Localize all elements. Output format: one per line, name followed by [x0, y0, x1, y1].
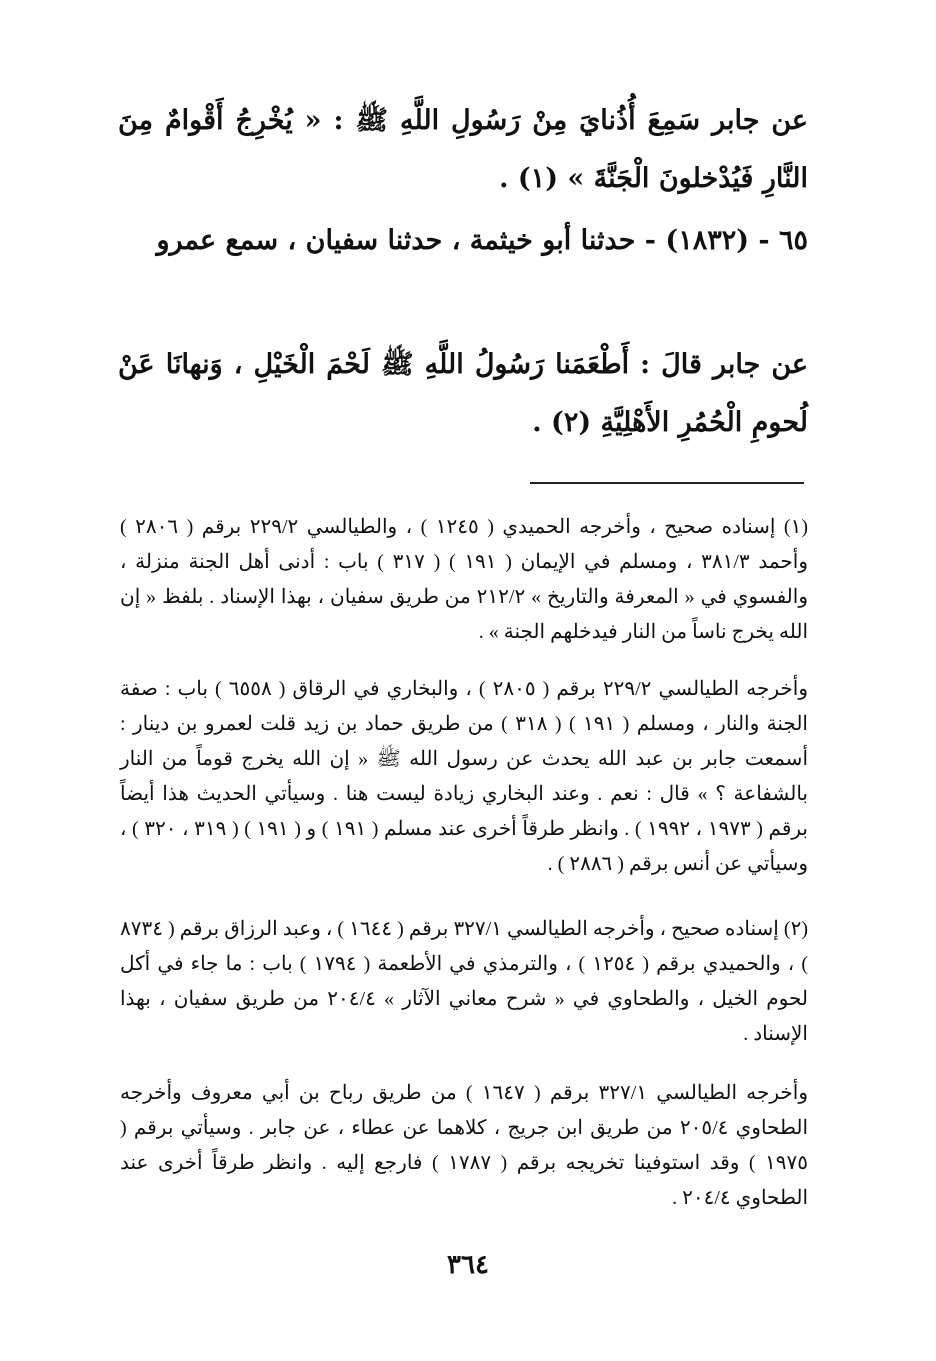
- hadith-text-1: عن جابر سَمِعَ أُذُنايَ مِنْ رَسُولِ اللَّهِ ﷺ : « يُخْرِجُ أَقْوامٌ مِنَ النَّارِ فَيُدْخلونَ الْجَنَّةَ » (١) .: [118, 105, 808, 194]
- footnote-2-continued: وأخرجه الطيالسي ٣٢٧/١ برقم ( ١٦٤٧ ) من طريق رباح بن أبي معروف وأخرجه الطحاوي ٢٠٥/٤ من طريق ابن جريج ، كلاهما عن عطاء ، عن جابر . وسيأتي برقم ( ١٩٧٥ ) وقد استوفينا تخريجه برقم ( ١٧٨٧ ) فارجع إليه . وانظر طرقاً أخرى عند الطحاوي ٢٠٤/٤ .: [120, 1082, 808, 1209]
- hadith-text-2: عن جابر قالَ : أَطْعَمَنا رَسُولُ اللَّهِ ﷺ لَحْمَ الْخَيْلِ ، وَنهانَا عَنْ لُحومِ الْحُمُرِ الأَهْلِيَّةِ (٢) .: [118, 349, 808, 438]
- footnote-1: (١) إسناده صحيح ، وأخرجه الحميدي ( ١٢٤٥ ) ، والطيالسي ٢٢٩/٢ برقم ( ٢٨٠٦ ) وأحمد ٣٨١/٣ ، ومسلم في الإيمان ( ١٩١ ) ( ٣١٧ ) باب : أدنى أهل الجنة منزلة ، والفسوي في « المعرفة والتاريخ » ٢١٢/٢ من طريق سفيان ، بهذا الإسناد . بلفظ « إن الله يخرج ناساً من النار فيدخلهم الجنة » .: [120, 516, 808, 643]
- footnote-divider: [530, 482, 804, 484]
- hadith-chain-65: ٦٥ - (١٨٣٢) - حدثنا أبو خيثمة ، حدثنا سفيان ، سمع عمرو: [156, 225, 808, 256]
- page-number: ٣٦٤: [447, 1250, 489, 1280]
- footnote-2: (٢) إسناده صحيح ، وأخرجه الطيالسي ٣٢٧/١ برقم ( ١٦٤٤ ) ، وعبد الرزاق برقم ( ٨٧٣٤ ) ، والحميدي برقم ( ١٢٥٤ ) ، والترمذي في الأطعمة ( ١٧٩٤ ) باب : ما جاء في أكل لحوم الخيل ، والطحاوي في « شرح معاني الآثار » ٢٠٤/٤ من طريق سفيان ، بهذا الإسناد .: [120, 918, 809, 1045]
- footnote-1-continued: وأخرجه الطيالسي ٢٢٩/٢ برقم ( ٢٨٠٥ ) ، والبخاري في الرقاق ( ٦٥٥٨ ) باب : صفة الجنة والنار ، ومسلم ( ١٩١ ) ( ٣١٨ ) من طريق حماد بن زيد قلت لعمرو بن دينار : أسمعت جابر بن عبد الله يحدث عن رسول الله ﷺ « إن الله يخرج قوماً من النار بالشفاعة ؟ » قال : نعم . وعند البخاري زيادة ليست هنا . وسيأتي الحديث هذا أيضاً برقم ( ١٩٧٣ ، ١٩٩٢ ) . وانظر طرقاً أخرى عند مسلم ( ١٩١ ) و ( ١٩١ ) ( ٣١٩ ، ٣٢٠ ) ، وسيأتي عن أنس برقم ( ٢٨٨٦ ) .: [120, 678, 808, 875]
